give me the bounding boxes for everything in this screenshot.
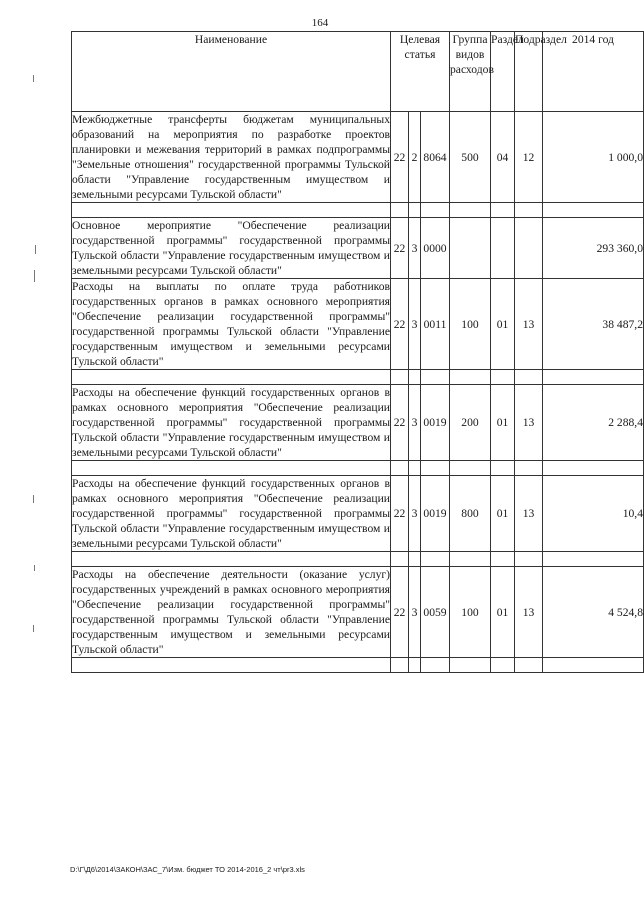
header-section: Раздел [491,32,515,112]
row-name: Расходы на обеспечение функций государственных органов в рамках основного мероприятия "Обеспечение реализации государственной программы" государственной программы Тульской области "Управление государственным имуществом и земельными ресурсами Тульской области" [72,386,390,459]
row-amount: 1 000,0 [543,112,644,203]
row-cs-direction: 0011 [421,279,450,370]
row-amount: 4 524,8 [543,567,644,658]
table-spacer-row [72,461,644,476]
row-section: 01 [491,385,515,461]
row-cs-subprogram: 3 [409,385,421,461]
table-spacer-row [72,370,644,385]
row-subsection: 13 [515,385,543,461]
row-amount: 10,4 [543,476,644,552]
row-group: 100 [450,567,491,658]
row-subsection: 12 [515,112,543,203]
row-cs-program: 22 [391,385,409,461]
row-group: 800 [450,476,491,552]
scan-speck [34,565,35,571]
row-cs-subprogram: 3 [409,218,421,279]
footer-file-path: D:\Г\Д6\2014\ЗАКОН\ЗАС_7\Изм. бюджет ТО 2014-2016_2 чт\pr3.xls [70,865,305,874]
row-cs-direction: 0000 [421,218,450,279]
table-row [72,112,644,203]
row-name: Расходы на обеспечение деятельности (оказание услуг) государственных учреждений в рамках основного мероприятия "Обеспечение реализации государственной программы" государственной программы Тульской области "Управление государственным имуществом и земельными ресурсами Тульской области" [72,568,390,656]
row-cs-program: 22 [391,112,409,203]
table-row [72,385,644,461]
row-cs-direction: 8064 [421,112,450,203]
row-name: Основное мероприятие "Обеспечение реализации государственной программы" государственной программы Тульской области "Управление государственным имуществом и земельными ресурсами Тульской области" [72,219,390,277]
row-subsection: 13 [515,476,543,552]
header-target-article: Целевая статья [391,32,450,112]
row-cs-subprogram: 2 [409,112,421,203]
row-subsection: 13 [515,567,543,658]
row-cs-program: 22 [391,218,409,279]
header-name: Наименование [72,32,391,112]
row-name: Межбюджетные трансферты бюджетам муниципальных образований на мероприятия по разработке проектов планировки и межевания территорий в рамках подпрограммы "Земельные отношения" государственной программы Тульской области "Управление государственным имуществом и земельными ресурсами Тульской области" [72,113,390,201]
row-section [491,218,515,279]
header-year: 2014 год [543,32,644,112]
row-section: 01 [491,476,515,552]
row-amount: 293 360,0 [543,218,644,279]
row-group: 500 [450,112,491,203]
row-group: 100 [450,279,491,370]
row-section: 01 [491,567,515,658]
row-cs-direction: 0019 [421,385,450,461]
row-cs-subprogram: 3 [409,567,421,658]
budget-table [71,31,644,673]
row-amount: 38 487,2 [543,279,644,370]
table-spacer-row [72,658,644,673]
row-cs-subprogram: 3 [409,279,421,370]
row-cs-direction: 0019 [421,476,450,552]
row-cs-program: 22 [391,279,409,370]
row-group: 200 [450,385,491,461]
row-amount: 2 288,4 [543,385,644,461]
table-row [72,218,644,279]
row-cs-program: 22 [391,567,409,658]
table-spacer-row [72,552,644,567]
scan-speck [33,75,34,82]
table-header-row [72,32,644,112]
row-subsection [515,218,543,279]
row-cs-subprogram: 3 [409,476,421,552]
scan-speck [33,625,34,632]
row-name: Расходы на обеспечение функций государственных органов в рамках основного мероприятия "Обеспечение реализации государственной программы" государственной программы Тульской области "Управление государственным имуществом и земельными ресурсами Тульской области" [72,477,390,550]
page-number: 164 [311,17,329,29]
scan-speck [34,270,35,282]
table-row [72,567,644,658]
row-group [450,218,491,279]
row-section: 04 [491,112,515,203]
header-subsection: Подраздел [515,32,543,112]
row-cs-program: 22 [391,476,409,552]
row-subsection: 13 [515,279,543,370]
row-name: Расходы на выплаты по оплате труда работников государственных органов в рамках основного мероприятия "Обеспечение реализации государственной программы" государственной программы Тульской области "Управление государственным имуществом и земельными ресурсами Тульской области" [72,280,390,368]
row-section: 01 [491,279,515,370]
scan-speck [35,245,36,254]
scan-speck [33,495,34,503]
row-cs-direction: 0059 [421,567,450,658]
table-row [72,476,644,552]
header-expense-group: Группа видов расходов [450,32,491,112]
table-row [72,279,644,370]
table-spacer-row [72,203,644,218]
